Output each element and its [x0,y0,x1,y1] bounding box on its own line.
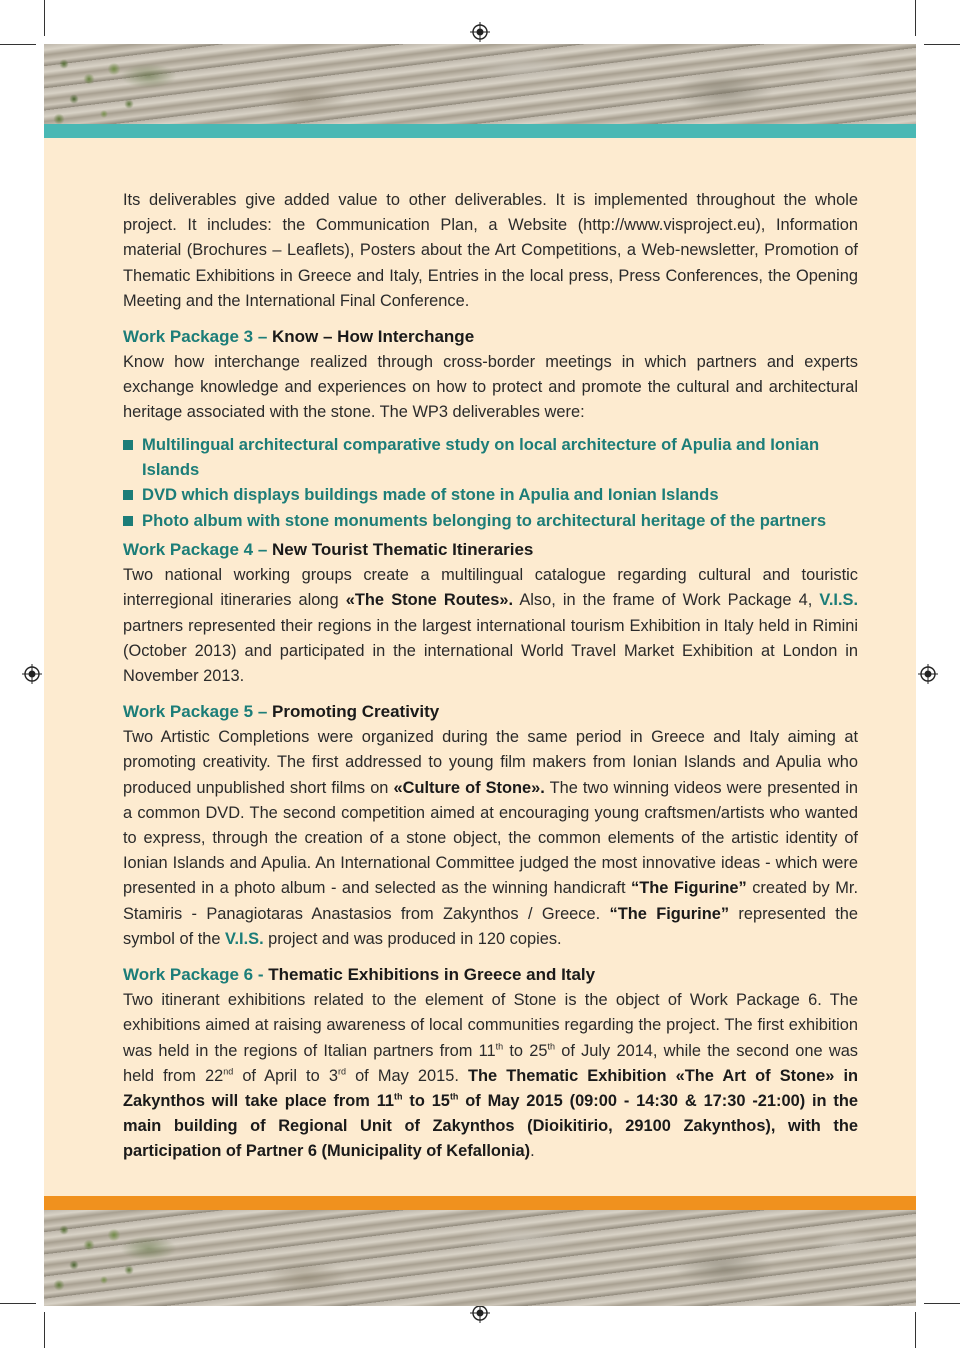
ordinal-suffix: rd [337,1066,346,1077]
wp6-number: Work Package 6 - [123,965,264,985]
exhibition-announcement: to 15 [402,1091,450,1110]
wp5-heading [123,699,858,725]
teal-divider [44,124,916,138]
plant-image [44,44,154,124]
text-run: created by Mr. Stamiris - Panagiotaras Anastasios from Zakynthos / Greece. [123,879,858,923]
list-item [123,432,858,483]
wp4-number: Work Package 4 – [123,540,268,560]
plant-image [44,1210,154,1306]
text-run: of April to 3 [233,1066,338,1085]
crop-mark [915,1312,916,1348]
list-item [123,482,858,507]
ordinal-suffix: th [449,1091,459,1102]
registration-mark-icon [470,22,490,42]
wp6-paragraph [123,988,858,1164]
text-run: represented the symbol of the [123,904,858,948]
wp4-heading [123,537,858,563]
text-run: . [530,1142,535,1161]
text-run: of July 2014, while the second one was held from 22 [123,1041,859,1085]
wp3-number: Work Package 3 – [123,327,268,347]
crop-mark [924,1303,960,1304]
square-bullet-icon [123,440,133,450]
wp3-heading [123,324,858,350]
list-item-text: Multilingual architectural comparative study on local architecture of Apulia and Ionian Islands [142,434,820,480]
list-item [123,508,858,533]
stone-photo-header [44,44,916,124]
text-run: project and was produced in 120 copies. [263,929,562,948]
ordinal-suffix: th [547,1041,556,1052]
vis-project-name: V.I.S. [225,929,264,948]
ordinal-suffix: th [394,1091,403,1102]
text-run: to 25 [503,1041,548,1060]
ordinal-suffix: nd [223,1066,234,1077]
square-bullet-icon [123,516,133,526]
wp6-name: Thematic Exhibitions in Greece and Italy [268,965,596,985]
crop-mark [924,44,960,45]
crop-mark [0,44,36,45]
article-body [123,188,858,1165]
wp5-name: Promoting Creativity [272,702,440,722]
text-run: Two itinerant exhibitions related to the element of Stone is the object of Work Package 6. The exhibitions aimed at raising awareness of local communities regarding the project. The first exhibition was held in the regions of Italian partners from 11 [123,991,858,1060]
wp3-paragraph: Know how interchange realized through cross-border meetings in which partners and experts exchange knowledge and experiences on how to protect and promote the cultural and architectural heritage associated with the stone. The WP3 deliverables were: [123,353,858,422]
square-bullet-icon [123,490,133,500]
exhibition-announcement: of May 2015 (09:00 - 14:30 & 17:30 -21:00) in the main building of Regional Unit of Zakynthos (Dioikitirio, 29100 Zakynthos), with the participation of Partner 6 (Municipality of Kefallonia) [123,1091,858,1161]
culture-of-stone-emphasis: «Culture of Stone». [393,778,545,797]
ordinal-suffix: th [495,1041,504,1052]
list-item-text: Photo album with stone monuments belonging to architectural heritage of the partners [142,510,827,530]
wp5-paragraph [123,725,858,952]
figurine-emphasis: “The Figurine” [631,879,747,898]
crop-mark [44,1312,45,1348]
exhibition-announcement: The Thematic Exhibition «The Art of Stone» in Zakynthos will take place from 11 [123,1066,859,1110]
vis-project-name: V.I.S. [819,591,858,610]
orange-divider [44,1196,916,1210]
wp3-deliverables-list [123,432,858,534]
text-run: of May 2015. [345,1066,469,1085]
registration-mark-icon [918,664,938,684]
wp5-number: Work Package 5 – [123,702,268,722]
text-run: Also, in the frame of Work Package 4, [513,591,820,610]
list-item-text: DVD which displays buildings made of stone in Apulia and Ionian Islands [142,485,719,505]
registration-mark-icon [22,664,42,684]
text-run: partners represented their regions in the largest international tourism Exhibition in Italy held in Rimini (October 2013) and participated in the international World Travel Market Exhibition at London in November 2013. [123,616,858,686]
wp4-name: New Tourist Thematic Itineraries [272,540,534,560]
crop-mark [44,0,45,36]
crop-mark [0,1303,36,1304]
wp3-name: Know – How Interchange [272,327,475,347]
text-run: Two Artistic Completions were organized during the same period in Greece and Italy aiming at promoting creativity. The first addressed to young film makers from Ionian Islands and Apulia who produced unpublished short films on [123,728,858,797]
wp6-heading [123,962,858,988]
intro-paragraph: Its deliverables give added value to other deliverables. It is implemented throughout the whole project. It includes: the Communication Plan, a Website (http://www.visproject.eu), Information material (Brochures – Leaflets), Posters about the Art Competitions, a Web-newsletter, Promotion of Thematic Exhibitions in Greece and Italy, Entries in the local press, Press Conferences, the Opening Meeting and the International Final Conference. [123,191,858,310]
figurine-emphasis: “The Figurine” [609,904,730,923]
stone-routes-emphasis: «The Stone Routes». [345,591,514,610]
text-run: Two national working groups create a multilingual catalogue regarding cultural and touristic interregional itineraries along [123,566,858,610]
crop-mark [915,0,916,36]
wp4-paragraph [123,563,858,689]
text-run: The two winning videos were presented in a common DVD. The second competition aimed at encouraging young craftsmen/artists who wanted to express, through the creation of a stone object, the common elements of the artistic identity of Ionian Islands and Apulia. An International Committee judged the most innovative ideas - which were presented in a photo album - and selected as the winning handicraft [123,778,858,898]
registration-mark-icon [470,1303,490,1323]
stone-photo-footer [44,1210,916,1306]
